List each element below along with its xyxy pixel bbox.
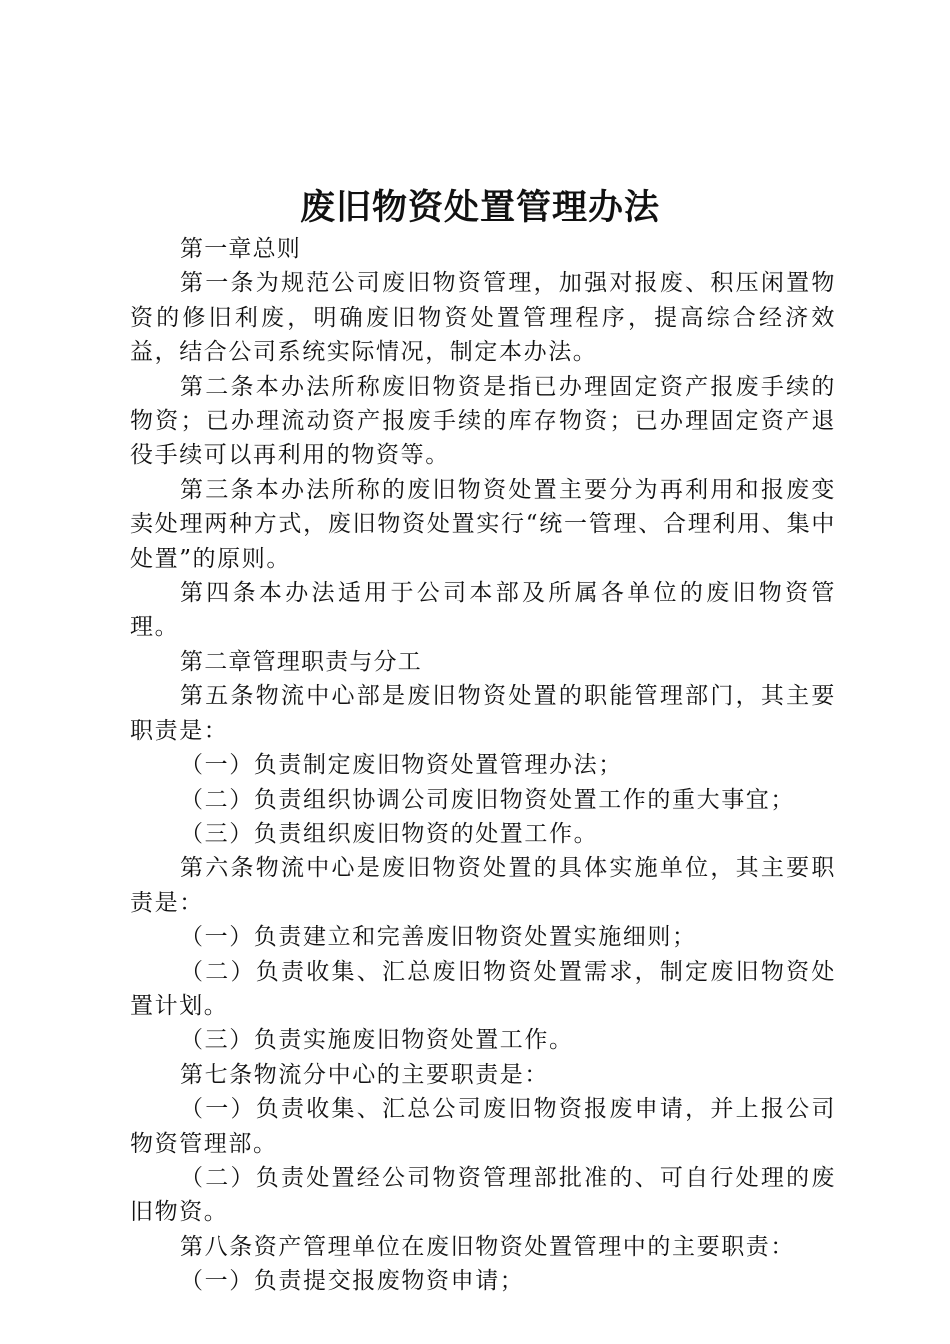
list-item: （一）负责收集、汇总公司废旧物资报废申请，并上报公司物资管理部。 xyxy=(130,1096,836,1157)
article-paragraph: 第七条物流分中心的主要职责是： xyxy=(180,1061,549,1088)
article-paragraph: 第四条本办法适用于公司本部及所属各单位的废旧物资管理。 xyxy=(130,580,836,641)
list-item: （二）负责组织协调公司废旧物资处置工作的重大事宜； xyxy=(180,786,795,813)
article-paragraph: 第三条本办法所称的废旧物资处置主要分为再利用和报废变卖处理两种方式，废旧物资处置实行“统一管理、合理利用、集中处置”的原则。 xyxy=(130,476,836,572)
list-item: （一）负责制定废旧物资处置管理办法； xyxy=(180,752,623,779)
article-paragraph: 第八条资产管理单位在废旧物资处置管理中的主要职责： xyxy=(180,1233,795,1260)
list-item: （三）负责实施废旧物资处置工作。 xyxy=(180,1027,574,1054)
article-paragraph: 第二条本办法所称废旧物资是指已办理固定资产报废手续的物资；已办理流动资产报废手续的库存物资；已办理固定资产退役手续可以再利用的物资等。 xyxy=(130,373,836,469)
list-item: （三）负责组织废旧物资的处置工作。 xyxy=(180,820,599,847)
article-paragraph: 第一条为规范公司废旧物资管理，加强对报废、积压闲置物资的修旧利废，明确废旧物资处置管理程序，提高综合经济效益，结合公司系统实际情况，制定本办法。 xyxy=(130,270,836,366)
document-body xyxy=(130,232,836,1299)
list-item: （二）负责处置经公司物资管理部批准的、可自行处理的废旧物资。 xyxy=(130,1164,836,1226)
list-item: （二）负责收集、汇总废旧物资处置需求，制定废旧物资处置计划。 xyxy=(130,958,836,1019)
chapter-heading: 第二章管理职责与分工 xyxy=(180,648,422,675)
article-paragraph: 第六条物流中心是废旧物资处置的具体实施单位，其主要职责是： xyxy=(130,855,836,916)
list-item: （一）负责建立和完善废旧物资处置实施细则； xyxy=(180,924,697,951)
list-item: （一）负责提交报废物资申请； xyxy=(180,1268,525,1295)
document-title: 废旧物资处置管理办法 xyxy=(299,188,660,228)
article-paragraph: 第五条物流中心部是废旧物资处置的职能管理部门，其主要职责是： xyxy=(130,683,836,744)
chapter-heading: 第一章总则 xyxy=(180,236,301,262)
